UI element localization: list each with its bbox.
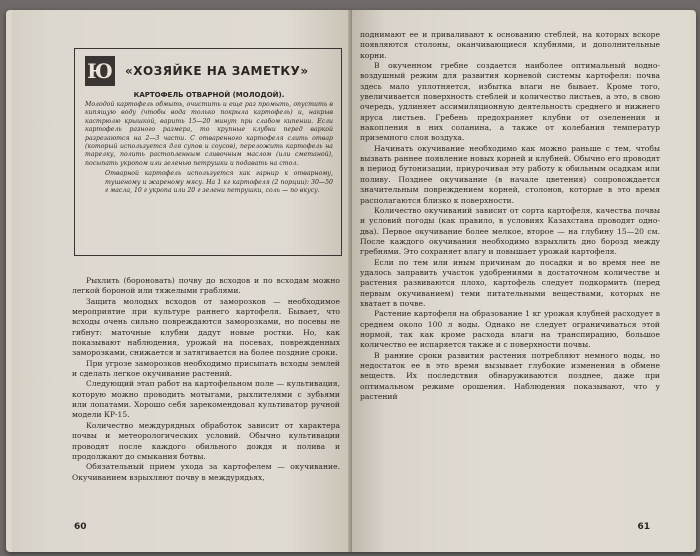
right-page-body [360,30,660,402]
recipe-text: Молодой картофель обмыть, очистить и еще раз промыть, опустить в кипящую воду (чтобы вода только покрыла картофель) и, накрыв кастрюлю крышкой, варить 15—20 минут при слабом кипении. Если картофель разного размера, то крупные клубни перед варкой разрезаются на 2—3 части. С отваренного картофеля слить отвар (который используется для супов и соусов), переложить картофель на тарелку, полить растопленным сливочным маслом (или сметаной), посыпать укропом или зеленью петрушки и подавать на стол. [85,101,333,167]
paragraph: поднимают ее и приваливают к основанию стеблей, на которых вскоре появляются столоны, оканчивающиеся клубнями, и дополнительные корни. [360,30,660,60]
paragraph: Если по тем или иным причинам до посадки и во время нее не удалось заправить участок удобрениями в достаточном количестве и растения развиваются плохо, картофель следует подкормить (перед первым окучиванием) теми питательными веществами, которых не хватает в почве. [360,257,660,308]
paragraph: Защита молодых всходов от заморозков — необходимое мероприятие при культуре раннего картофеля. Бывает, что всходы очень сильно повреждаются заморозками, но посевы не гибнут: маточные клубни дадут новые ростки. Но, как показывают наблюдения, урожай на посевах, поврежденных заморозками, снижается и затягивается на более поздние сроки. [72,296,340,358]
paragraph: Рыхлить (бороновать) почву до всходов и по всходам можно легкой бороной или тяжелыми граблями. [72,276,340,296]
paragraph: При угрозе заморозков необходимо присыпать всходы землей и сделать легкое окучивание растений. [72,358,340,379]
paragraph: Обязательный прием ухода за картофелем — окучивание. Окучиванием взрыхляют почву в междурядьях, [72,462,340,482]
paragraph: Количество окучиваний зависит от сорта картофеля, качества почвы и условий погоды (как правило, в условиях Казахстана проводят одно-два). Первое окучивание более мелкое, второе — на глубину 15—20 см. После каждого окучивания необходимо взрыхлить дно борозд между гребнями. Это сохраняет влагу и повышает урожай картофеля. [360,205,660,257]
paragraph: В окученном гребне создается наиболее оптимальный водно-воздушный режим для развития корневой системы картофеля: почва здесь мало уплотняется, избытка влаги не бывает. Кроме того, увеличивается поверхность стеблей и количество листьев, а это, в свою очередь, удлиняет ассимиляционную деятельность среднего и нижнего яруса листьев. Гребень предохраняет клубни от озеленения и накопления в них соланина, а также от колебания температур приземного слоя воздуха. [360,61,660,143]
housewife-note-box [74,48,342,256]
paragraph: Следующий этап работ на картофельном поле — культивация, которую можно проводить мотыгами, рыхлителями с зубьями или лопатами. Хорошо себя зарекомендовал культиватор ручной модели КР-15. [72,379,340,420]
page-number-right: 61 [637,522,650,532]
right-page [352,10,690,552]
open-book [6,10,696,552]
paragraph: В ранние сроки развития растения потребляют немного воды, но недостаток ее в это время вызывает глубокие изменения в обмене веществ. Их последствия обнаруживаются позднее, даже при оптимальном режиме орошения. Наблюдения показывают, что у растений [360,350,660,402]
paragraph: Начинать окучивание необходимо как можно раньше с тем, чтобы вызвать раннее появление новых корней и клубней. Обычно его проводят в период бутонизации, приурочивая эту работу к обильным осадкам или поливу. Позднее окучивание (в начале цветения) сопровождается значительным повреждением корней, столонов, которые в это время располагаются близко к поверхности. [360,143,660,205]
note-title: «ХОЗЯЙКЕ НА ЗАМЕТКУ» [125,64,309,78]
paragraph: Количество междурядных обработок зависит от характера почвы и метеорологических условий. Обычно культивации проводят после каждого обильного дождя и полива и продолжают до смыкания ботвы. [72,420,340,461]
paragraph: Растение картофеля на образование 1 кг урожая клубней расходует в среднем около 100 л воды. Однако не следует ограничиваться этой нормой, так как кроме расхода влаги на транспирацию, большое количество ее испаряется также и с поверхности почвы. [360,309,660,350]
recipe-text-ingredients: Отварной картофель используется как гарнир к отварному, тушеному и жареному мясу. На 1 кг картофеля (2 порции): 30—50 г масла, 10 г укропа или 20 г зелени петрушки, соль — по вкусу. [105,170,333,195]
recipe-title: КАРТОФЕЛЬ ОТВАРНОЙ (МОЛОДОЙ). [133,91,285,99]
left-page [12,10,352,552]
page-number-left: 60 [74,522,87,532]
note-header [85,55,333,87]
note-logo-icon: Ю [85,56,115,86]
left-page-body [72,276,340,483]
